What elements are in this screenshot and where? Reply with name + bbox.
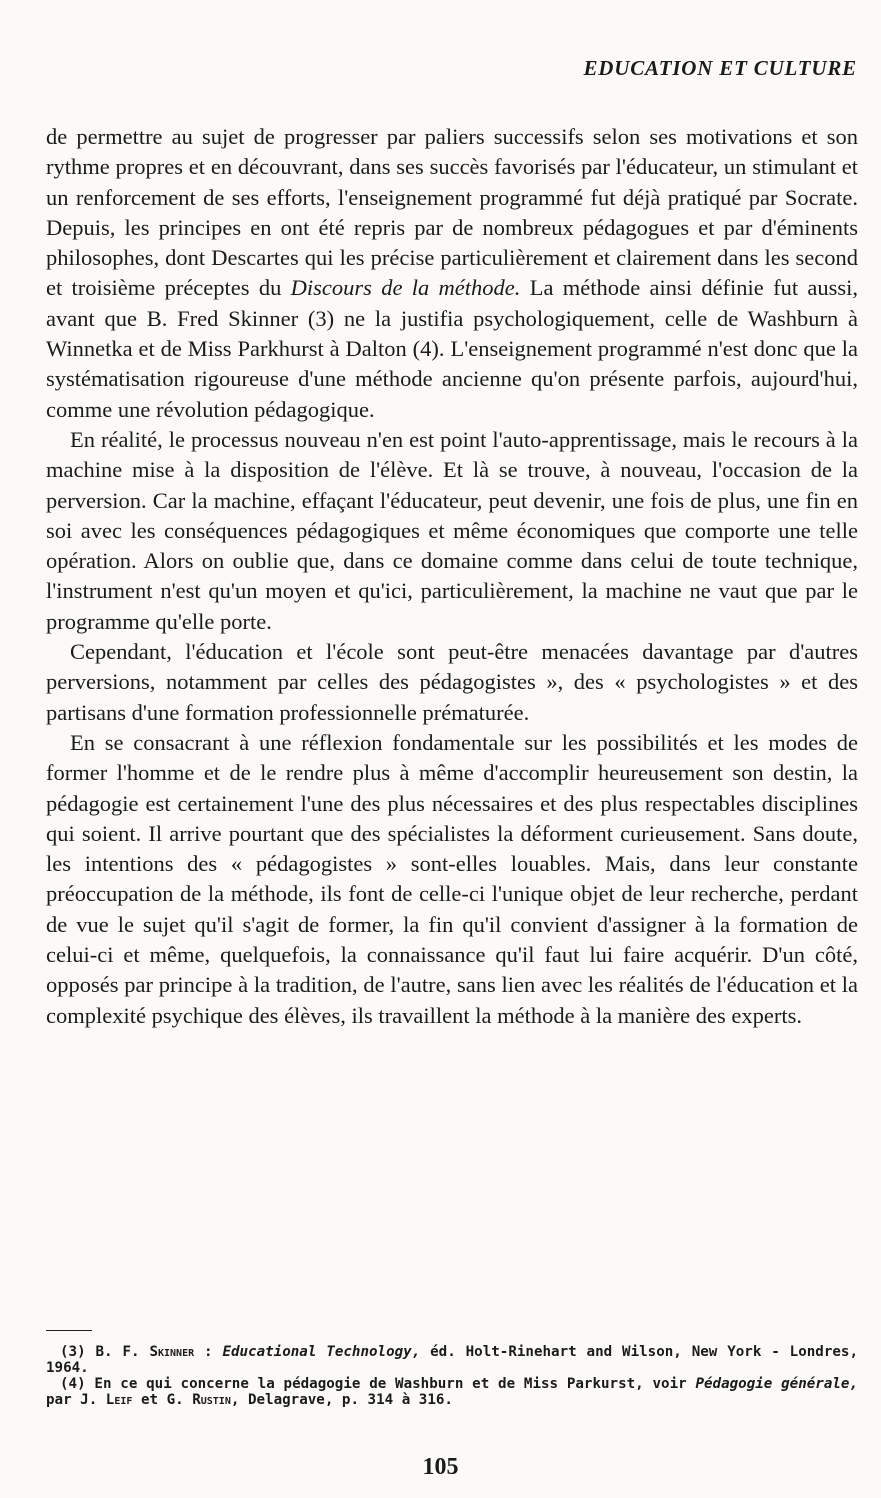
footnote-4: (4) En ce qui concerne la pédagogie de Washburn et de Miss Parkurst, voir Pédagogie générale, par J. Leif et G. Rustin, Delagrave, p. 314 à 316. bbox=[46, 1376, 859, 1408]
paragraph-1-text-a: de permettre au sujet de progresser par paliers successifs selon ses motivations et son rythme propres et en découvrant, dans ses succès favorisés par l'éducateur, un stimulant et un renforcement de ses efforts, l'enseignement programmé fut déjà pratiqué par Socrate. Depuis, les principes en ont été repris par de nombreux pédagogues et par d'éminents philosophes, dont Descartes qui les précise particulièrement et clairement dans les second et troisième préceptes du bbox=[46, 124, 858, 301]
paragraph-2: En réalité, le processus nouveau n'en est point l'auto-apprentissage, mais le recours à la machine mise à la disposition de l'élève. Et là se trouve, à nouveau, l'occasion de la perversion. Car la machine, effaçant l'éducateur, peut devenir, une fois de plus, une fin en soi avec les conséquences pédagogiques et même économiques que comporte une telle opération. Alors on oublie que, dans ce domaine comme dans celui de toute technique, l'instrument n'est qu'un moyen et qu'ici, particulièrement, la machine ne vaut que par le programme qu'elle porte. bbox=[46, 426, 858, 634]
footnote-4-author-1: Leif bbox=[105, 1392, 133, 1408]
paragraph-3: Cependant, l'éducation et l'école sont peut-être menacées davantage par d'autres perversions, notamment par celles des pédagogistes », des « psychologistes » et des partisans d'une formation professionnelle prématurée. bbox=[46, 639, 858, 725]
footnote-4-author-2: Rustin bbox=[192, 1392, 231, 1408]
page-number: 105 bbox=[422, 1454, 459, 1480]
paragraph-1 bbox=[46, 122, 858, 425]
paragraph-1-text-b: La méthode ainsi définie fut aussi, avant que B. Fred Skinner (3) ne la justifia psychologiquement, celle de Washburn à Winnetka et de Miss Parkhurst à Dalton (4). L'enseignement programmé n'est donc que la systématisation rigoureuse d'une méthode ancienne qu'on présente parfois, aujourd'hui, comme une révolution pédagogique. bbox=[46, 275, 859, 422]
footnote-4-title: Pédagogie générale, bbox=[695, 1376, 859, 1392]
footnote-3-title: Educational Technology, bbox=[222, 1344, 421, 1360]
body-text bbox=[46, 122, 858, 1031]
running-header: EDUCATION ET CULTURE bbox=[583, 56, 857, 80]
footnote-3: (3) B. F. Skinner : Educational Technology, éd. Holt-Rinehart and Wilson, New York - Londres, 1964. bbox=[46, 1344, 859, 1376]
book-title-discours: Discours de la méthode. bbox=[290, 275, 521, 301]
footnote-rule bbox=[46, 1330, 92, 1331]
footnotes bbox=[46, 1344, 858, 1408]
paragraph-4: En se consacrant à une réflexion fondamentale sur les possibilités et les modes de former l'homme et de le rendre plus à même d'accomplir heureusement son destin, la pédagogie est certainement l'une des plus nécessaires et des plus respectables disciplines qui soient. Il arrive pourtant que des spécialistes la déforment curieusement. Sans doute, les intentions des « pédagogistes » sont-elles louables. Mais, dans leur constante préoccupation de la méthode, ils font de celle-ci l'unique objet de leur recherche, perdant de vue le sujet qu'il s'agit de former, la fin qu'il convient d'assigner à la formation de celui-ci et même, quelquefois, la connaissance qu'il faut lui faire acquérir. D'un côté, opposés par principe à la tradition, de l'autre, sans lien avec les réalités de l'éducation et la complexité psychique des élèves, ils travaillent la méthode à la manière des experts. bbox=[46, 729, 858, 1028]
footnote-3-author: Skinner bbox=[149, 1344, 195, 1360]
